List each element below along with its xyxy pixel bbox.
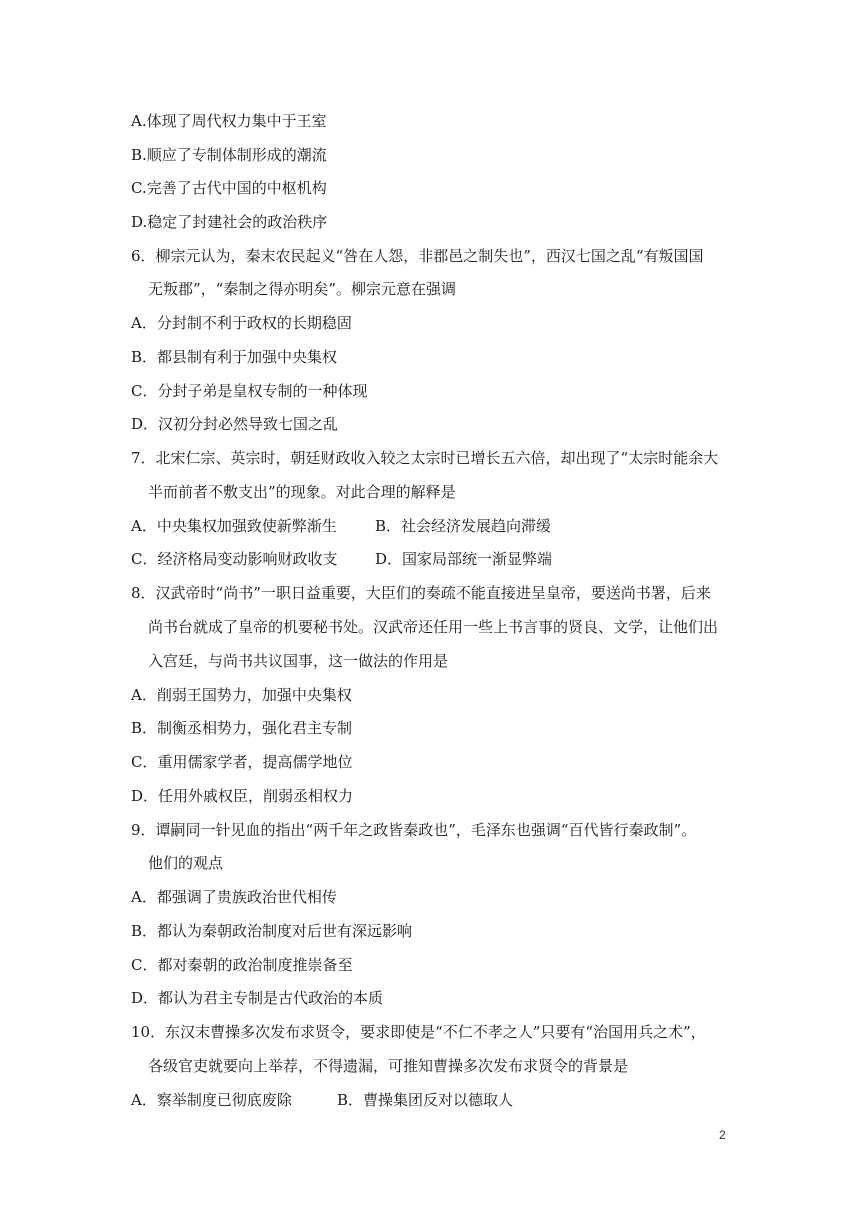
q8-stem-line-2: 尚书台就成了皇帝的机要秘书处。汉武帝还任用一些上书言事的贤良、文学，让他们出 <box>148 618 719 636</box>
q9-option-b: B．都认为秦朝政治制度对后世有深远影响 <box>131 922 413 940</box>
q10-option-a: A．察举制度已彻底废除 <box>131 1091 292 1109</box>
q7-options-row-1 <box>131 516 771 536</box>
q7-option-a: A．中央集权加强致使新弊渐生 <box>131 517 337 535</box>
q6-stem-line-1: 6．柳宗元认为，秦末农民起义“咎在人怨，非郡邑之制失也”，西汉七国之乱“有叛国国 <box>131 247 704 265</box>
q7-stem-line-1: 7．北宋仁宗、英宗时，朝廷财政收入较之太宗时已增长五六倍，却出现了“太宗时能余大 <box>131 449 719 467</box>
q7-options-row-2 <box>131 549 771 569</box>
q8-option-c: C．重用儒家学者，提高儒学地位 <box>131 753 353 771</box>
q5-option-b: B.顺应了专制体制形成的潮流 <box>131 146 327 164</box>
page-number: 2 <box>719 1128 726 1142</box>
q8-stem-line-1: 8．汉武帝时“尚书”一职日益重要，大臣们的奏疏不能直接进呈皇帝，要送尚书署，后来 <box>131 584 711 602</box>
q8-option-a: A．削弱王国势力，加强中央集权 <box>131 686 352 704</box>
q5-option-a: A.体现了周代权力集中于王室 <box>131 112 327 130</box>
q7-option-b: B．社会经济发展趋向滞缓 <box>375 517 552 535</box>
q8-option-b: B．制衡丞相势力，强化君主专制 <box>131 719 353 737</box>
q6-stem-line-2: 无叛郡”，“秦制之得亦明矣”。柳宗元意在强调 <box>148 280 457 298</box>
q6-option-c: C．分封子弟是皇权专制的一种体现 <box>131 382 368 400</box>
q9-option-c: C．都对秦朝的政治制度推崇备至 <box>131 956 353 974</box>
q9-option-a: A．都强调了贵族政治世代相传 <box>131 888 337 906</box>
q8-option-d: D．任用外戚权臣，削弱丞相权力 <box>131 787 354 805</box>
q8-stem-line-3: 入宫廷，与尚书共议国事，这一做法的作用是 <box>148 652 449 670</box>
q7-option-d: D．国家局部统一渐显弊端 <box>375 550 553 568</box>
q7-option-c: C．经济格局变动影响财政收支 <box>131 550 338 568</box>
q9-stem-line-1: 9．谭嗣同一针见血的指出“两千年之政皆秦政也”，毛泽东也强调“百代皆行秦政制”。 <box>131 821 697 839</box>
q9-option-d: D．都认为君主专制是古代政治的本质 <box>131 989 384 1007</box>
q9-stem-line-2: 他们的观点 <box>148 854 224 872</box>
q10-stem-line-1: 10．东汉末曹操多次发布求贤令，要求即使是“不仁不孝之人”只要有“治国用兵之术”， <box>131 1023 706 1041</box>
q10-options-row-1 <box>131 1090 771 1110</box>
q6-option-b: B．都县制有利于加强中央集权 <box>131 348 338 366</box>
q5-option-d: D.稳定了封建社会的政治秩序 <box>131 213 328 231</box>
q5-option-c: C.完善了古代中国的中枢机构 <box>131 179 327 197</box>
q10-stem-line-2: 各级官吏就要向上举荐，不得遗漏，可推知曹操多次发布求贤令的背景是 <box>148 1057 629 1075</box>
q10-option-b: B．曹操集团反对以德取人 <box>337 1091 514 1109</box>
q7-stem-line-2: 半而前者不敷支出”的现象。对此合理的解释是 <box>148 483 456 501</box>
q6-option-a: A．分封制不利于政权的长期稳固 <box>131 314 352 332</box>
q6-option-d: D．汉初分封必然导致七国之乱 <box>131 415 339 433</box>
